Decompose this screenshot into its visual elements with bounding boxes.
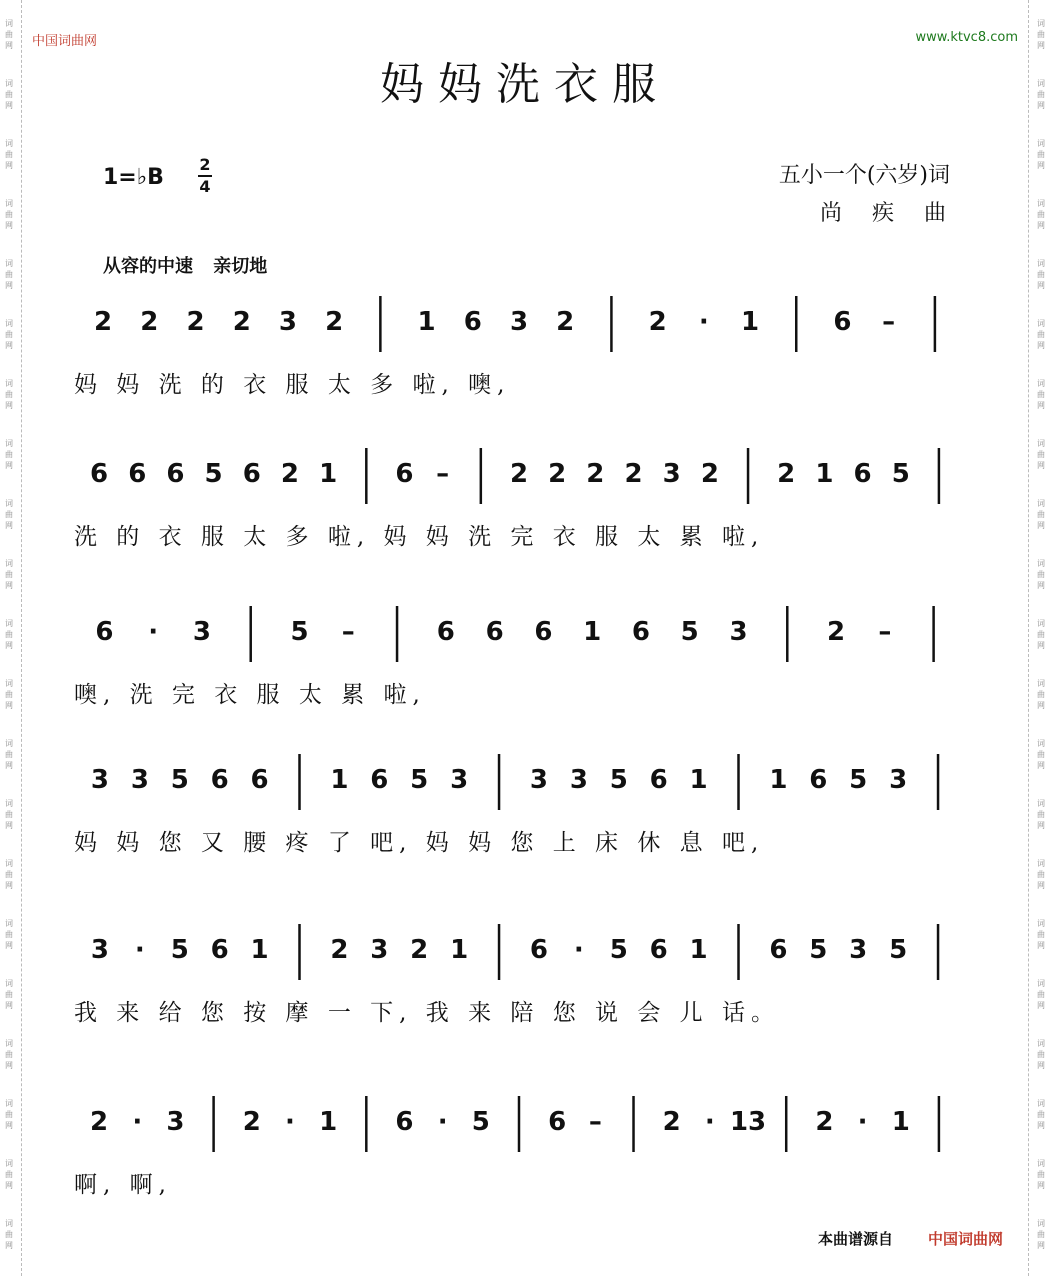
side-watermark-text: 词 曲 网 (5, 139, 13, 170)
score-note: 3 (729, 617, 748, 647)
score-note: 6 (242, 459, 261, 489)
score-note: 3 (370, 935, 389, 965)
score-note: 2 (325, 307, 344, 337)
score-note: 2 (662, 1107, 681, 1137)
side-watermark-text: 词 曲 网 (5, 1219, 13, 1250)
score-note: 6 (395, 1107, 414, 1137)
score-note: 5 (204, 459, 223, 489)
score-note: 2 (586, 459, 605, 489)
score-note: 6 (529, 935, 549, 965)
score-note: 2 (648, 307, 667, 337)
score-note: 3 (90, 935, 110, 965)
side-watermark-text: 词 曲 网 (1037, 1039, 1045, 1070)
score-note: – (878, 617, 892, 647)
score-note: 2 (186, 307, 205, 337)
tempo-marking: 从容的中速 亲切地 (103, 256, 268, 277)
score-note: 5 (680, 617, 699, 647)
score-note: 13 (729, 1107, 767, 1137)
score-note: 6 (485, 617, 504, 647)
lyric-line: 妈 妈 您 又 腰 疼 了 吧, 妈 妈 您 上 床 休 息 吧, (74, 830, 765, 856)
side-watermark-text: 词 曲 网 (5, 319, 13, 350)
score-note: 2 (509, 459, 529, 489)
score-note: 6 (853, 459, 872, 489)
score-note: – (882, 307, 896, 337)
score-note: 6 (649, 765, 668, 795)
side-watermark-text: 词 曲 网 (5, 859, 13, 890)
score-note: 6 (210, 765, 229, 795)
side-watermark-text: 词 曲 网 (1037, 919, 1045, 950)
score-note: 1 (417, 307, 436, 337)
score-note: 5 (809, 935, 828, 965)
score-note: 2 (90, 1107, 109, 1137)
score-note: 6 (370, 765, 389, 795)
score-note: 2 (624, 459, 643, 489)
score-note: · (437, 1107, 448, 1137)
lyric-line: 洗 的 衣 服 太 多 啦, 妈 妈 洗 完 衣 服 太 累 啦, (74, 524, 765, 550)
song-title: 妈妈洗衣服 (380, 59, 670, 110)
score-note: 1 (689, 935, 708, 965)
side-watermark-text: 词 曲 网 (5, 919, 13, 950)
score-note: 1 (769, 765, 788, 795)
side-watermark-text: 词 曲 网 (1037, 139, 1045, 170)
score-note: 3 (278, 307, 297, 337)
score-note: 2 (242, 1107, 261, 1137)
score-note: · (134, 935, 145, 965)
score-note: 6 (166, 459, 185, 489)
score-note: 6 (436, 617, 455, 647)
score-note: · (148, 617, 159, 647)
score-note: 2 (94, 307, 113, 337)
side-watermark-text: 词 曲 网 (1037, 499, 1045, 530)
score-note: 3 (90, 765, 110, 795)
score-note: 2 (410, 935, 429, 965)
score-note: 2 (827, 617, 846, 647)
score-note: 3 (509, 307, 529, 337)
score-note: 5 (471, 1107, 490, 1137)
side-watermark-text: 词 曲 网 (5, 79, 13, 110)
score-note: 2 (777, 459, 796, 489)
side-watermark-text: 词 曲 网 (1037, 1219, 1045, 1250)
side-watermark-text: 词 曲 网 (5, 1159, 13, 1190)
composer-credit: 尚 疾 曲 (819, 201, 950, 226)
score-note: 2 (232, 307, 251, 337)
score-note: 5 (170, 765, 189, 795)
score-note: 3 (569, 765, 588, 795)
side-watermark-text: 词 曲 网 (1037, 1099, 1045, 1130)
side-watermark-text: 词 曲 网 (5, 559, 13, 590)
score-note: 6 (833, 307, 852, 337)
score-note: 6 (250, 765, 269, 795)
score-note: 2 (700, 459, 719, 489)
score-note: 6 (548, 1107, 567, 1137)
score-note: 3 (450, 765, 469, 795)
score-note: 2 (280, 459, 300, 489)
side-watermark-text: 词 曲 网 (1037, 859, 1045, 890)
score-note: 5 (609, 935, 628, 965)
score-note: 1 (689, 765, 708, 795)
site-name-left: 中国词曲网 (32, 34, 98, 49)
score-note: 3 (130, 765, 149, 795)
side-watermark-text: 词 曲 网 (1037, 439, 1045, 470)
side-watermark-text: 词 曲 网 (1037, 679, 1045, 710)
score-note: 3 (529, 765, 549, 795)
score-note: – (341, 617, 355, 647)
side-watermark-text: 词 曲 网 (5, 19, 13, 50)
side-watermark-text: 词 曲 网 (1037, 619, 1045, 650)
side-watermark-text: 词 曲 网 (5, 259, 13, 290)
score-note: – (436, 459, 450, 489)
score-note: 6 (395, 459, 414, 489)
side-watermark-text: 词 曲 网 (1037, 1159, 1045, 1190)
score-note: 5 (889, 935, 908, 965)
score-note: 6 (809, 765, 828, 795)
score-note: 2 (548, 459, 567, 489)
side-watermark-text: 词 曲 网 (1037, 79, 1045, 110)
score-note: 6 (534, 617, 553, 647)
score-note: 5 (609, 765, 628, 795)
score-note: 1 (891, 1107, 910, 1137)
score-note: 1 (319, 459, 338, 489)
lyric-line: 噢, 洗 完 衣 服 太 累 啦, (74, 682, 426, 708)
score-note: 6 (95, 617, 114, 647)
score-note: 2 (330, 935, 349, 965)
score-note: 6 (769, 935, 788, 965)
score-note: 1 (815, 459, 834, 489)
meter-bottom: 4 (199, 177, 211, 196)
side-watermark-text: 词 曲 网 (5, 679, 13, 710)
score-note: · (285, 1107, 295, 1137)
score-note: 5 (849, 765, 868, 795)
score-note: 2 (140, 307, 159, 337)
side-watermark-text: 词 曲 网 (1037, 739, 1045, 770)
score-note: – (588, 1107, 602, 1137)
lyric-line: 啊, 啊, (74, 1172, 172, 1198)
side-watermark-text: 词 曲 网 (5, 799, 13, 830)
score-note: 6 (90, 459, 109, 489)
score-note: 1 (450, 935, 469, 965)
score-note: 1 (741, 307, 760, 337)
side-watermark-text: 词 曲 网 (1037, 559, 1045, 590)
footer-site: 中国词曲网 (928, 1230, 1004, 1248)
score-note: 1 (250, 935, 269, 965)
side-watermark-text: 词 曲 网 (5, 739, 13, 770)
side-watermark-text: 词 曲 网 (1037, 979, 1045, 1010)
score-note: 6 (128, 459, 147, 489)
score-note: 1 (319, 1107, 338, 1137)
side-watermark-text: 词 曲 网 (1037, 199, 1045, 230)
side-watermark-text: 词 曲 网 (1037, 319, 1045, 350)
score-note: 3 (192, 617, 211, 647)
side-watermark-text: 词 曲 网 (5, 979, 13, 1010)
side-watermark-text: 词 曲 网 (5, 499, 13, 530)
score-note: 5 (891, 459, 910, 489)
side-watermark-text: 词 曲 网 (1037, 19, 1045, 50)
score-note: 6 (649, 935, 668, 965)
score-note: · (573, 935, 584, 965)
score-note: 6 (631, 617, 650, 647)
side-watermark-text: 词 曲 网 (5, 619, 13, 650)
score-note: 1 (330, 765, 349, 795)
side-watermark-text: 词 曲 网 (5, 379, 13, 410)
side-watermark-text: 词 曲 网 (5, 1039, 13, 1070)
score-note: 5 (410, 765, 429, 795)
side-watermark-text: 词 曲 网 (5, 199, 13, 230)
score-note: 3 (849, 935, 868, 965)
key-signature: 1=♭B (103, 165, 164, 190)
side-watermark-text: 词 曲 网 (1037, 259, 1045, 290)
footer-label: 本曲谱源自 (818, 1230, 894, 1248)
score-note: · (132, 1107, 143, 1137)
score-note: 1 (583, 617, 602, 647)
score-note: · (704, 1107, 715, 1137)
side-watermark-text: 词 曲 网 (1037, 799, 1045, 830)
score-note: 6 (210, 935, 229, 965)
score-note: 3 (662, 459, 681, 489)
score-note: · (857, 1107, 868, 1137)
site-url-right: www.ktvc8.com (915, 30, 1018, 45)
lyricist-credit: 五小一个(六岁)词 (778, 163, 950, 188)
score-note: 3 (889, 765, 908, 795)
side-watermark-text: 词 曲 网 (5, 439, 13, 470)
score-note: 3 (166, 1107, 185, 1137)
score-note: 6 (463, 307, 482, 337)
side-watermark-text: 词 曲 网 (1037, 379, 1045, 410)
score-note: 2 (556, 307, 575, 337)
side-watermark-text: 词 曲 网 (5, 1099, 13, 1130)
score-note: 2 (815, 1107, 834, 1137)
score-note: 5 (170, 935, 189, 965)
score-note: 5 (290, 617, 309, 647)
lyric-line: 妈 妈 洗 的 衣 服 太 多 啦, 噢, (74, 372, 511, 398)
meter-top: 2 (199, 155, 211, 174)
score-note: · (698, 307, 709, 337)
lyric-line: 我 来 给 您 按 摩 一 下, 我 来 陪 您 说 会 儿 话。 (74, 1000, 780, 1026)
